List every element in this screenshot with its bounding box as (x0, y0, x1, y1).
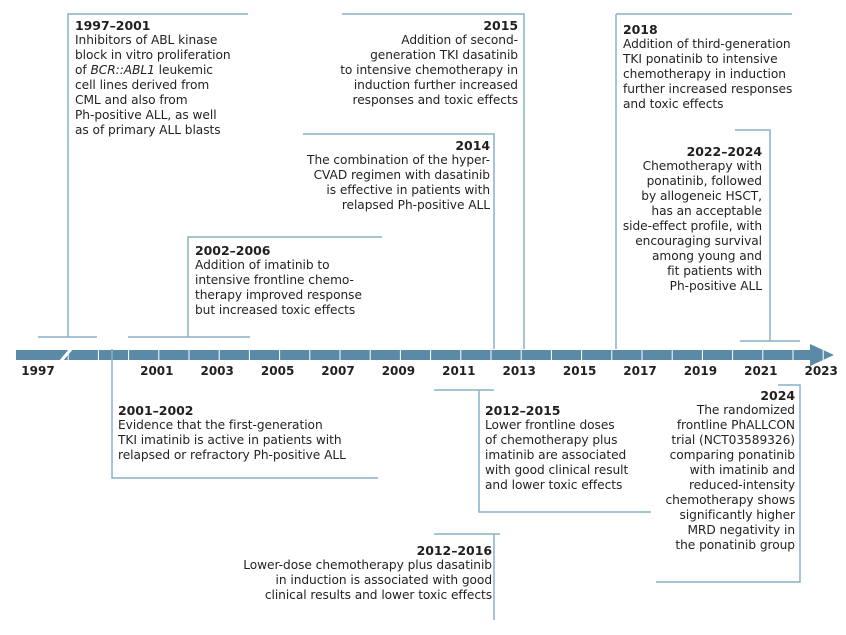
event-2014 (292, 138, 490, 213)
year-tick-label: 2005 (260, 364, 295, 378)
event-2012-2015 (485, 403, 655, 493)
year-tick-label: 2003 (200, 364, 234, 378)
event-1997-2001 (75, 18, 255, 138)
axis-arrowhead (810, 344, 834, 366)
event-year: 2001–2002 (118, 403, 194, 418)
event-text: The combination of the hyper- CVAD regimen with dasatinib is effective in patients with relapsed Ph-positive ALL (307, 153, 490, 212)
event-2018 (623, 22, 828, 112)
year-tick-label: 2007 (321, 364, 355, 378)
event-text: Lower-dose chemotherapy plus dasatinib in induction is associated with good clinical results and lower toxic effects (243, 558, 492, 602)
year-tick-label: 2009 (381, 364, 416, 378)
year-tick-label: 2015 (562, 364, 597, 378)
event-text: Inhibitors of ABL kinase block in vitro proliferation of BCR::ABL1 leukemic cell lines derived from CML and also from Ph-positive ALL, as well as of primary ALL blasts (75, 33, 231, 137)
event-text: Evidence that the first-generation TKI imatinib is active in patients with relapsed or refractory Ph-positive ALL (118, 418, 346, 462)
event-2015 (330, 18, 518, 108)
year-tick-label: 2021 (744, 364, 778, 378)
year-tick-label: 1997 (21, 364, 55, 378)
event-text: The randomized frontline PhALLCON trial (NCT03589326) comparing ponatinib with imatinib and reduced-intensity chemotherapy shows significantly higher MRD negativity in the ponatinib group (665, 403, 795, 552)
event-year: 2012–2015 (485, 403, 561, 418)
event-text: Addition of imatinib to intensive frontline chemo- therapy improved response but increased toxic effects (195, 258, 362, 317)
event-year: 2024 (760, 388, 795, 403)
event-year: 2015 (483, 18, 518, 33)
event-year: 2018 (623, 22, 658, 37)
year-tick-label: 2023 (804, 364, 838, 378)
year-tick-label: 2011 (442, 364, 476, 378)
event-text: Addition of third-generation TKI ponatinib to intensive chemotherapy in induction further increased responses and toxic effects (623, 37, 793, 111)
axis-bar (16, 350, 812, 360)
event-2024 (660, 388, 795, 553)
timeline-axis (16, 344, 846, 366)
year-tick-label: 2013 (502, 364, 536, 378)
event-year: 1997–2001 (75, 18, 151, 33)
gene-term: BCR::ABL1 (90, 63, 155, 77)
event-2002-2006 (195, 243, 385, 318)
year-tick-label: 2019 (683, 364, 718, 378)
event-year: 2022–2024 (686, 144, 762, 159)
event-year: 2012–2016 (416, 543, 492, 558)
event-2022-2024 (620, 144, 762, 294)
event-2001-2002 (118, 403, 388, 463)
event-year: 2014 (455, 138, 490, 153)
event-text: Chemotherapy with ponatinib, followed by allogeneic HSCT, has an acceptable side-effect profile, with encouraging survival among young and fit patients with Ph-positive ALL (622, 159, 762, 293)
event-2012-2016 (210, 543, 492, 603)
year-tick-label: 2017 (623, 364, 657, 378)
event-year: 2002–2006 (195, 243, 271, 258)
event-text: Addition of second- generation TKI dasatinib to intensive chemotherapy in induction further increased responses and toxic effects (340, 33, 518, 107)
event-text: Lower frontline doses of chemotherapy plus imatinib are associated with good clinical result and lower toxic effects (485, 418, 629, 492)
year-tick-label: 2001 (140, 364, 174, 378)
